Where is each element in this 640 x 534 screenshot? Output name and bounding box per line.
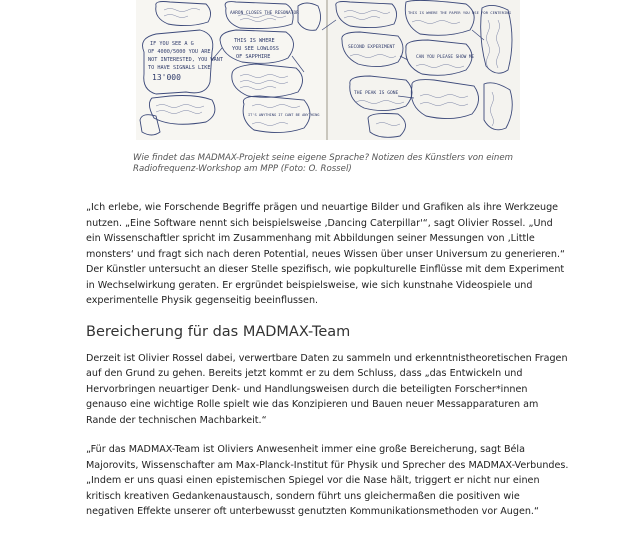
sketch-text: IT'S ANYTHING IT CANT BE ANYTHING	[248, 113, 320, 117]
sketch-text: TO HAVE SIGNALS LIKE	[148, 65, 211, 71]
sketch-text: IF YOU SEE A G	[150, 41, 194, 47]
sketch-text: OF SAPPHIRE	[236, 54, 271, 60]
sketch-text: CAN YOU PLEASE SHOW ME	[416, 55, 475, 60]
sketch-photo	[136, 0, 520, 140]
sketch-text: OF 4000/5000 YOU ARE	[148, 49, 211, 55]
article-paragraph: Derzeit ist Olivier Rossel dabei, verwertbare Daten zu sammeln und erkenntnistheoretischen Fragen auf den Grund zu gehen. Bereits jetzt kommt er zu dem Schluss, dass „das Entwickeln und Hervorbringen neuartiger Denk- und Handlungsweisen durch die beteiligten Forscher*innen genauso eine wichtige Rolle spielt wie das Konzipieren und Bauen neuer Messapparaturen am Rande der technischen Machbarkeit.“	[86, 352, 568, 426]
sketch-text: SECOND EXPERIMENT	[348, 45, 396, 50]
sketch-text: THIS IS WHERE THE PAPER YOU USE FOR CENTERING	[408, 10, 511, 15]
section-heading: Bereicherung für das MADMAX-Team	[86, 323, 351, 340]
article-paragraph: „Ich erlebe, wie Forschende Begriffe prägen und neuartige Bilder und Grafiken als ihre Werkzeuge nutzen. „Eine Software nennt sich beispielsweise ‚Dancing Caterpillar'“, sagt Olivier Rossel. „Und ein Wissenschaftler spricht im Zusammenhang mit Abbildungen seiner Messungen von ‚Little monsters‘ und fragt sich nach deren Potential, neues Wissen über unser Universum zu generieren.“ Der Künstler untersucht an dieser Stelle spezifisch, wie popkulturelle Einflüsse mit dem Experiment in Wechselwirkung geraten. Er ergründet beispielsweise, wie sich kunstnahe Videospiele und experimentelle Physik gegenseitig beeinflussen.	[86, 202, 565, 306]
article-body	[86, 200, 570, 534]
sketch-text: 13'000	[152, 73, 181, 82]
sketch-text: THIS IS WHERE	[234, 38, 275, 44]
sketchbook-drawing	[136, 0, 520, 140]
sketch-text: AARON CLOSES THE RESONATOR	[230, 11, 299, 16]
sketch-text: THE PEAK IS GONE	[354, 91, 399, 96]
image-caption: Wie findet das MADMAX-Projekt seine eigene Sprache? Notizen des Künstlers von einem Radiofrequenz-Workshop am MPP (Foto: O. Rossel)	[133, 153, 513, 174]
article-paragraph: „Für das MADMAX-Team ist Oliviers Anwesenheit immer eine große Bereicherung, sagt Béla Majorovits, Wissenschafter am Max-Planck-Institut für Physik und Sprecher des MADMAX-Verbundes. „Indem er uns quasi einen epistemischen Spiegel vor die Nase hält, triggert er nicht nur einen kritisch kreativen Gedankenaustausch, sondern führt uns gleichermaßen die positiven wie negativen Effekte unserer oft unterbewusst genutzten Kommunikationsmethoden vor Augen.“	[86, 444, 569, 517]
sketch-text: YOU SEE LOWLOSS	[232, 46, 279, 52]
sketch-text: NOT INTERESTED, YOU WANT	[148, 57, 223, 63]
